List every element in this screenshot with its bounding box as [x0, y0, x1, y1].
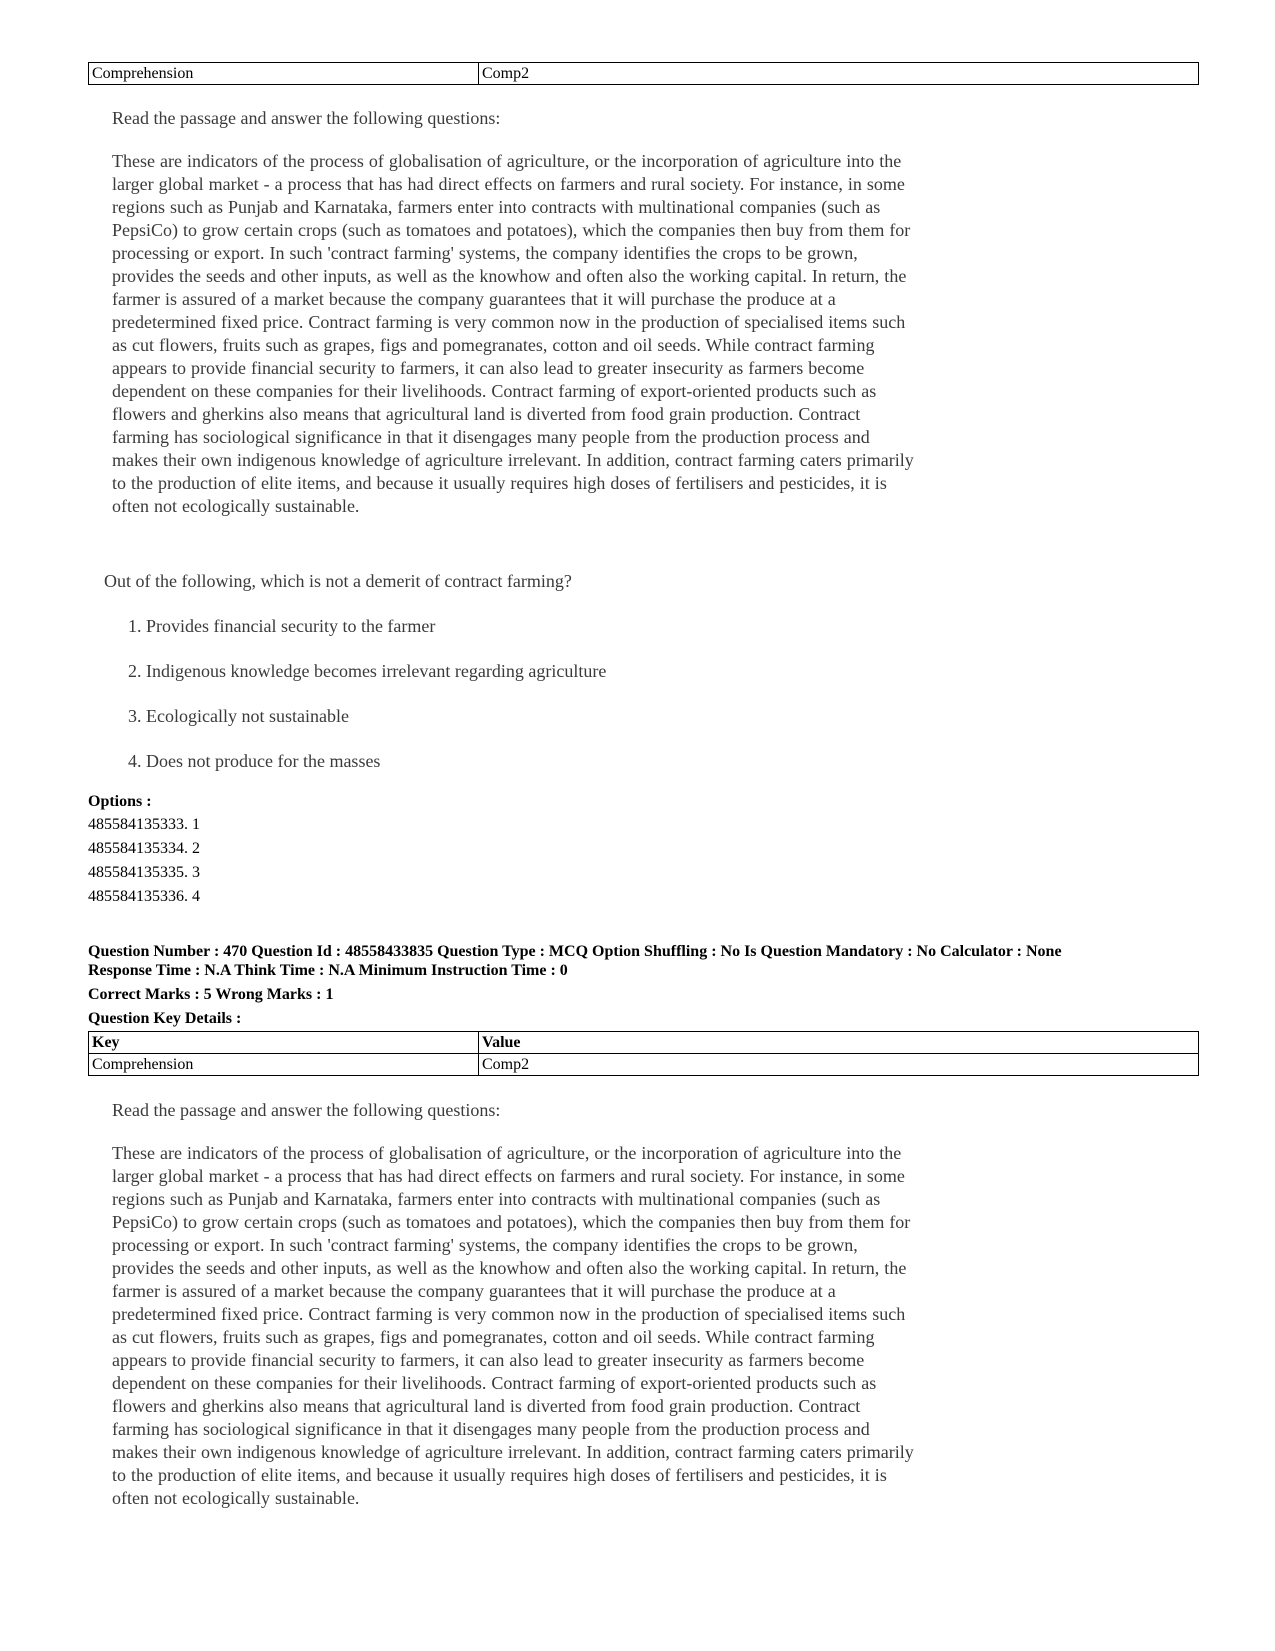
table-cell-key: Comprehension [89, 1054, 479, 1076]
passage-text-2: These are indicators of the process of globalisation of agriculture, or the incorporation of agriculture into the larger global market - a process that has had direct effects on farmers and rural society. For instance, in some regions such as Punjab and Karnataka, farmers enter into contracts with multinational companies (such as PepsiCo) to grow certain crops (such as tomatoes and potatoes), which the companies then buy from them for processing or export. In such 'contract farming' systems, the company identifies the crops to be grown, provides the seeds and other inputs, as well as the knowhow and often also the working capital. In return, the farmer is assured of a market because the company guarantees that it will purchase the produce at a predetermined fixed price. Contract farming is very common now in the production of specialised items such as cut flowers, fruits such as grapes, figs and pomegranates, cotton and oil seeds. While contract farming appears to provide financial security to farmers, it can also lead to greater insecurity as farmers become dependent on these companies for their livelihoods. Contract farming of export-oriented products such as flowers and gherkins also means that agricultural land is diverted from food grain production. Contract farming has sociological significance in that it disengages many people from the production process and makes their own indigenous knowledge of agriculture irrelevant. In addition, contract farming caters primarily to the production of elite items, and because it usually requires high doses of fertilisers and pesticides, it is often not ecologically sustainable. [112, 1143, 914, 1508]
passage-text: These are indicators of the process of globalisation of agriculture, or the incorporation of agriculture into the larger global market - a process that has had direct effects on farmers and rural society. For instance, in some regions such as Punjab and Karnataka, farmers enter into contracts with multinational companies (such as PepsiCo) to grow certain crops (such as tomatoes and potatoes), which the companies then buy from them for processing or export. In such 'contract farming' systems, the company identifies the crops to be grown, provides the seeds and other inputs, as well as the knowhow and often also the working capital. In return, the farmer is assured of a market because the company guarantees that it will purchase the produce at a predetermined fixed price. Contract farming is very common now in the production of specialised items such as cut flowers, fruits such as grapes, figs and pomegranates, cotton and oil seeds. While contract farming appears to provide financial security to farmers, it can also lead to greater insecurity as farmers become dependent on these companies for their livelihoods. Contract farming of export-oriented products such as flowers and gherkins also means that agricultural land is diverted from food grain production. Contract farming has sociological significance in that it disengages many people from the production process and makes their own indigenous knowledge of agriculture irrelevant. In addition, contract farming caters primarily to the production of elite items, and because it usually requires high doses of fertilisers and pesticides, it is often not ecologically sustainable. [112, 151, 914, 516]
question-choice-1: 1. Provides financial security to the farmer [128, 616, 436, 636]
question-key-table [88, 1031, 1199, 1076]
question-key-details-label: Question Key Details : [88, 1010, 242, 1027]
question-meta-line2: Response Time : N.A Think Time : N.A Minimum Instruction Time : 0 [88, 962, 568, 979]
table-header-row [89, 1032, 1199, 1054]
question-choice-4: 4. Does not produce for the masses [128, 751, 381, 771]
table-header-key: Key [89, 1032, 479, 1054]
table-header-value: Value [479, 1032, 1199, 1054]
table-row [89, 63, 1199, 85]
table-cell-key: Comprehension [89, 63, 479, 85]
option-id-1: 485584135333. 1 [88, 816, 200, 833]
question-marks: Correct Marks : 5 Wrong Marks : 1 [88, 986, 334, 1003]
table-cell-value: Comp2 [479, 1054, 1199, 1076]
question-text: Out of the following, which is not a demerit of contract farming? [104, 571, 572, 591]
passage-intro: Read the passage and answer the following questions: [112, 108, 501, 128]
passage-intro-2: Read the passage and answer the following questions: [112, 1100, 501, 1120]
question-choice-3: 3. Ecologically not sustainable [128, 706, 349, 726]
options-label: Options : [88, 793, 152, 810]
option-id-4: 485584135336. 4 [88, 888, 200, 905]
top-key-table [88, 62, 1199, 85]
option-id-3: 485584135335. 3 [88, 864, 200, 881]
question-choice-2: 2. Indigenous knowledge becomes irrelevant regarding agriculture [128, 661, 607, 681]
table-row [89, 1054, 1199, 1076]
question-meta-line1: Question Number : 470 Question Id : 48558433835 Question Type : MCQ Option Shuffling : No Is Question Mandatory : No Calculator : None [88, 943, 1062, 960]
option-id-2: 485584135334. 2 [88, 840, 200, 857]
table-cell-value: Comp2 [479, 63, 1199, 85]
